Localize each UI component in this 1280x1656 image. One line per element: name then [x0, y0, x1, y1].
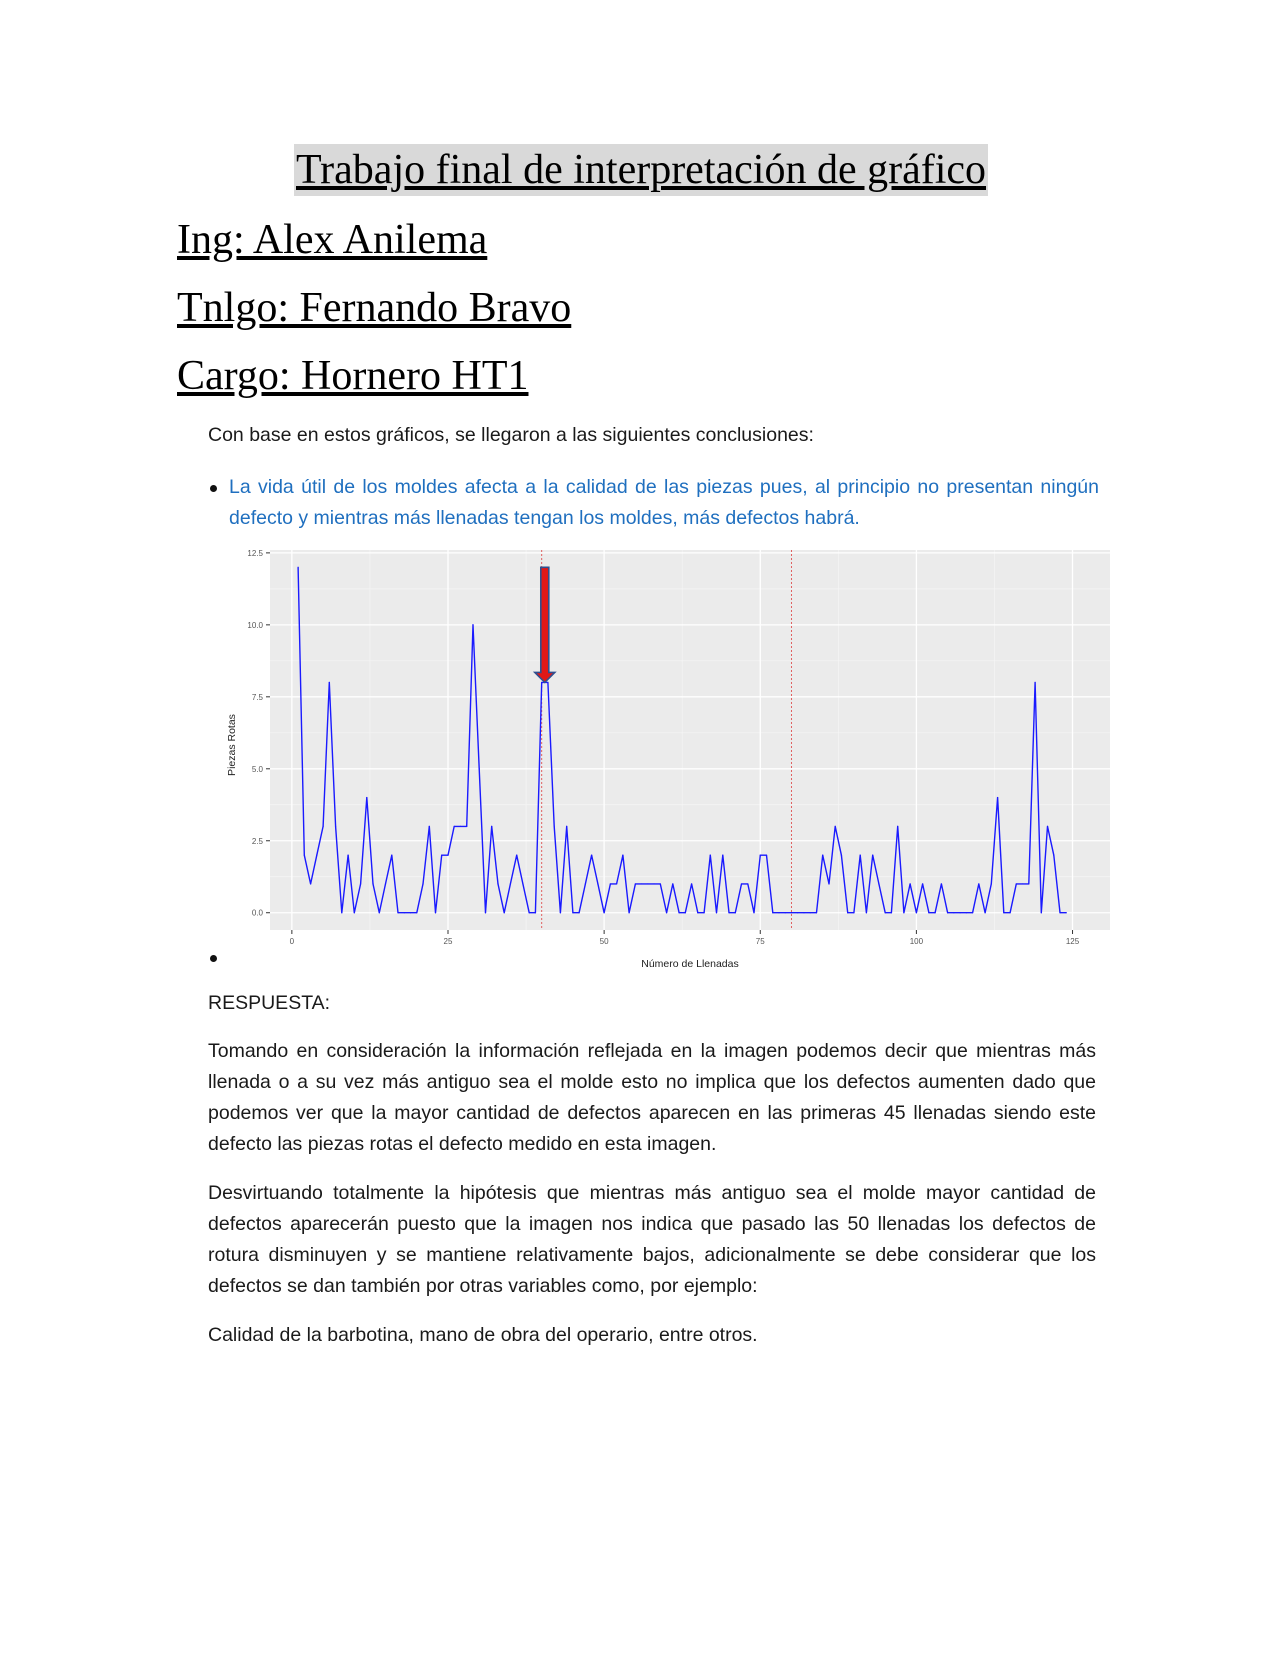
data-point	[928, 912, 929, 913]
x-tick-label: 50	[599, 937, 609, 946]
data-point	[441, 855, 442, 856]
x-tick-label: 125	[1065, 937, 1080, 946]
paragraph-2: Desvirtuando totalmente la hipótesis que mientras más antiguo sea el molde mayor cantidad de defectos aparecerán puesto que la imagen nos indica que pasado las 50 llenadas los defectos de rotura disminuyen y se mantiene relativamente bajos, adicionalmente se debe considerar que los defectos se dan también por otras variables como, por ejemplo:	[208, 1182, 1096, 1297]
data-point	[485, 912, 486, 913]
y-tick-label: 5.0	[251, 764, 263, 774]
data-point	[310, 883, 311, 884]
y-tick-label: 7.5	[251, 692, 263, 702]
data-point	[541, 682, 542, 683]
data-point	[685, 912, 686, 913]
data-point	[304, 855, 305, 856]
data-point	[1034, 682, 1035, 683]
data-point	[835, 826, 836, 827]
data-point	[710, 855, 711, 856]
data-point	[672, 883, 673, 884]
data-point	[372, 883, 373, 884]
paragraph-1: Tomando en consideración la información reflejada en la imagen podemos decir que mientras más llenada o a su vez más antiguo sea el molde esto no implica que los defectos aumenten dado que podemos ver que la mayor cantidad de defectos aparecen en las primeras 45 llenadas siendo este defecto las piezas rotas el defecto medido en esta imagen.	[208, 1040, 1096, 1155]
data-point	[554, 826, 555, 827]
data-point	[853, 912, 854, 913]
data-point	[953, 912, 954, 913]
data-point	[322, 826, 323, 827]
data-point	[616, 883, 617, 884]
data-point	[991, 883, 992, 884]
data-point	[722, 855, 723, 856]
data-point	[641, 883, 642, 884]
data-point	[778, 912, 779, 913]
data-point	[872, 855, 873, 856]
data-point	[466, 826, 467, 827]
data-point	[716, 912, 717, 913]
data-point	[741, 883, 742, 884]
data-point	[416, 912, 417, 913]
data-point	[766, 855, 767, 856]
data-point	[560, 912, 561, 913]
data-point	[510, 883, 511, 884]
x-axis-ticks	[290, 930, 1080, 946]
data-point	[504, 912, 505, 913]
data-point	[354, 912, 355, 913]
engineer-heading: Ing: Alex Anilema	[177, 217, 488, 263]
data-point	[316, 855, 317, 856]
data-point	[1022, 883, 1023, 884]
data-point	[1066, 912, 1067, 913]
data-point	[978, 883, 979, 884]
data-point	[622, 855, 623, 856]
data-point	[385, 883, 386, 884]
data-point	[860, 855, 861, 856]
data-point	[910, 883, 911, 884]
data-point	[753, 912, 754, 913]
data-point	[878, 883, 879, 884]
data-point	[960, 912, 961, 913]
data-point	[529, 912, 530, 913]
data-point	[828, 883, 829, 884]
x-tick-label: 75	[755, 937, 765, 946]
data-point	[803, 912, 804, 913]
data-point	[885, 912, 886, 913]
conclusion-bullet-text: La vida útil de los moldes afecta a la calidad de las piezas pues, al principio no presentan ningún defecto y mientras más llenadas tengan los moldes, más defectos habrá.	[229, 476, 1099, 529]
x-tick-label: 100	[909, 937, 924, 946]
data-point	[822, 855, 823, 856]
data-point	[422, 883, 423, 884]
data-point	[903, 912, 904, 913]
data-point	[760, 855, 761, 856]
chart-panel	[270, 550, 1110, 930]
y-tick-label: 0.0	[251, 908, 263, 918]
defects-line-chart	[220, 550, 1110, 970]
data-point	[454, 826, 455, 827]
data-point	[1053, 855, 1054, 856]
data-point	[891, 912, 892, 913]
data-point	[997, 797, 998, 798]
data-point	[347, 855, 348, 856]
data-point	[547, 682, 548, 683]
data-point	[491, 826, 492, 827]
technologist-heading: Tnlgo: Fernando Bravo	[177, 285, 572, 331]
data-point	[691, 883, 692, 884]
bullet-icon	[210, 955, 217, 962]
data-point	[516, 855, 517, 856]
data-point	[604, 912, 605, 913]
data-point	[966, 912, 967, 913]
data-point	[629, 912, 630, 913]
data-point	[728, 912, 729, 913]
data-point	[935, 912, 936, 913]
data-point	[1003, 912, 1004, 913]
data-point	[1016, 883, 1017, 884]
data-point	[1047, 826, 1048, 827]
x-tick-label: 0	[289, 937, 295, 946]
data-point	[972, 912, 973, 913]
data-point	[404, 912, 405, 913]
data-point	[447, 855, 448, 856]
data-point	[591, 855, 592, 856]
y-tick-label: 10.0	[247, 620, 263, 630]
data-point	[847, 912, 848, 913]
data-point	[635, 883, 636, 884]
data-point	[1041, 912, 1042, 913]
data-point	[810, 912, 811, 913]
paragraph-3: Calidad de la barbotina, mano de obra del operario, entre otros.	[208, 1324, 758, 1346]
y-tick-label: 12.5	[247, 550, 263, 558]
data-point	[697, 912, 698, 913]
data-point	[816, 912, 817, 913]
y-tick-label: 2.5	[251, 836, 263, 846]
data-point	[298, 567, 299, 568]
data-point	[579, 912, 580, 913]
data-point	[916, 912, 917, 913]
respuesta-label: RESPUESTA:	[208, 992, 331, 1014]
x-tick-label: 25	[443, 937, 453, 946]
data-point	[435, 912, 436, 913]
bullet-icon	[210, 485, 217, 492]
data-point	[597, 883, 598, 884]
data-point	[785, 912, 786, 913]
data-point	[735, 912, 736, 913]
data-point	[479, 768, 480, 769]
data-point	[791, 912, 792, 913]
data-point	[391, 855, 392, 856]
data-point	[797, 912, 798, 913]
data-point	[947, 912, 948, 913]
data-point	[772, 912, 773, 913]
document-title: Trabajo final de interpretación de gráfico	[294, 144, 988, 196]
data-point	[610, 883, 611, 884]
data-point	[897, 826, 898, 827]
data-point	[329, 682, 330, 683]
data-point	[866, 912, 867, 913]
data-point	[397, 912, 398, 913]
data-point	[747, 883, 748, 884]
data-point	[497, 883, 498, 884]
data-point	[1009, 912, 1010, 913]
data-point	[379, 912, 380, 913]
data-point	[522, 883, 523, 884]
data-point	[653, 883, 654, 884]
y-axis-ticks	[247, 550, 270, 918]
data-point	[1059, 912, 1060, 913]
data-point	[666, 912, 667, 913]
data-point	[566, 826, 567, 827]
data-point	[1028, 883, 1029, 884]
intro-text: Con base en estos gráficos, se llegaron a las siguientes conclusiones:	[208, 424, 814, 446]
data-point	[660, 883, 661, 884]
data-point	[472, 624, 473, 625]
data-point	[429, 826, 430, 827]
data-point	[410, 912, 411, 913]
data-point	[678, 912, 679, 913]
data-point	[647, 883, 648, 884]
data-point	[984, 912, 985, 913]
x-axis-label: Número de Llenadas	[641, 958, 739, 970]
data-point	[922, 883, 923, 884]
position-heading: Cargo: Hornero HT1	[177, 353, 529, 399]
data-point	[703, 912, 704, 913]
data-point	[460, 826, 461, 827]
data-point	[335, 826, 336, 827]
data-point	[360, 883, 361, 884]
data-point	[841, 855, 842, 856]
y-axis-label: Piezas Rotas	[226, 714, 238, 776]
data-point	[341, 912, 342, 913]
data-point	[366, 797, 367, 798]
data-point	[572, 912, 573, 913]
data-point	[941, 883, 942, 884]
data-point	[585, 883, 586, 884]
data-point	[535, 912, 536, 913]
